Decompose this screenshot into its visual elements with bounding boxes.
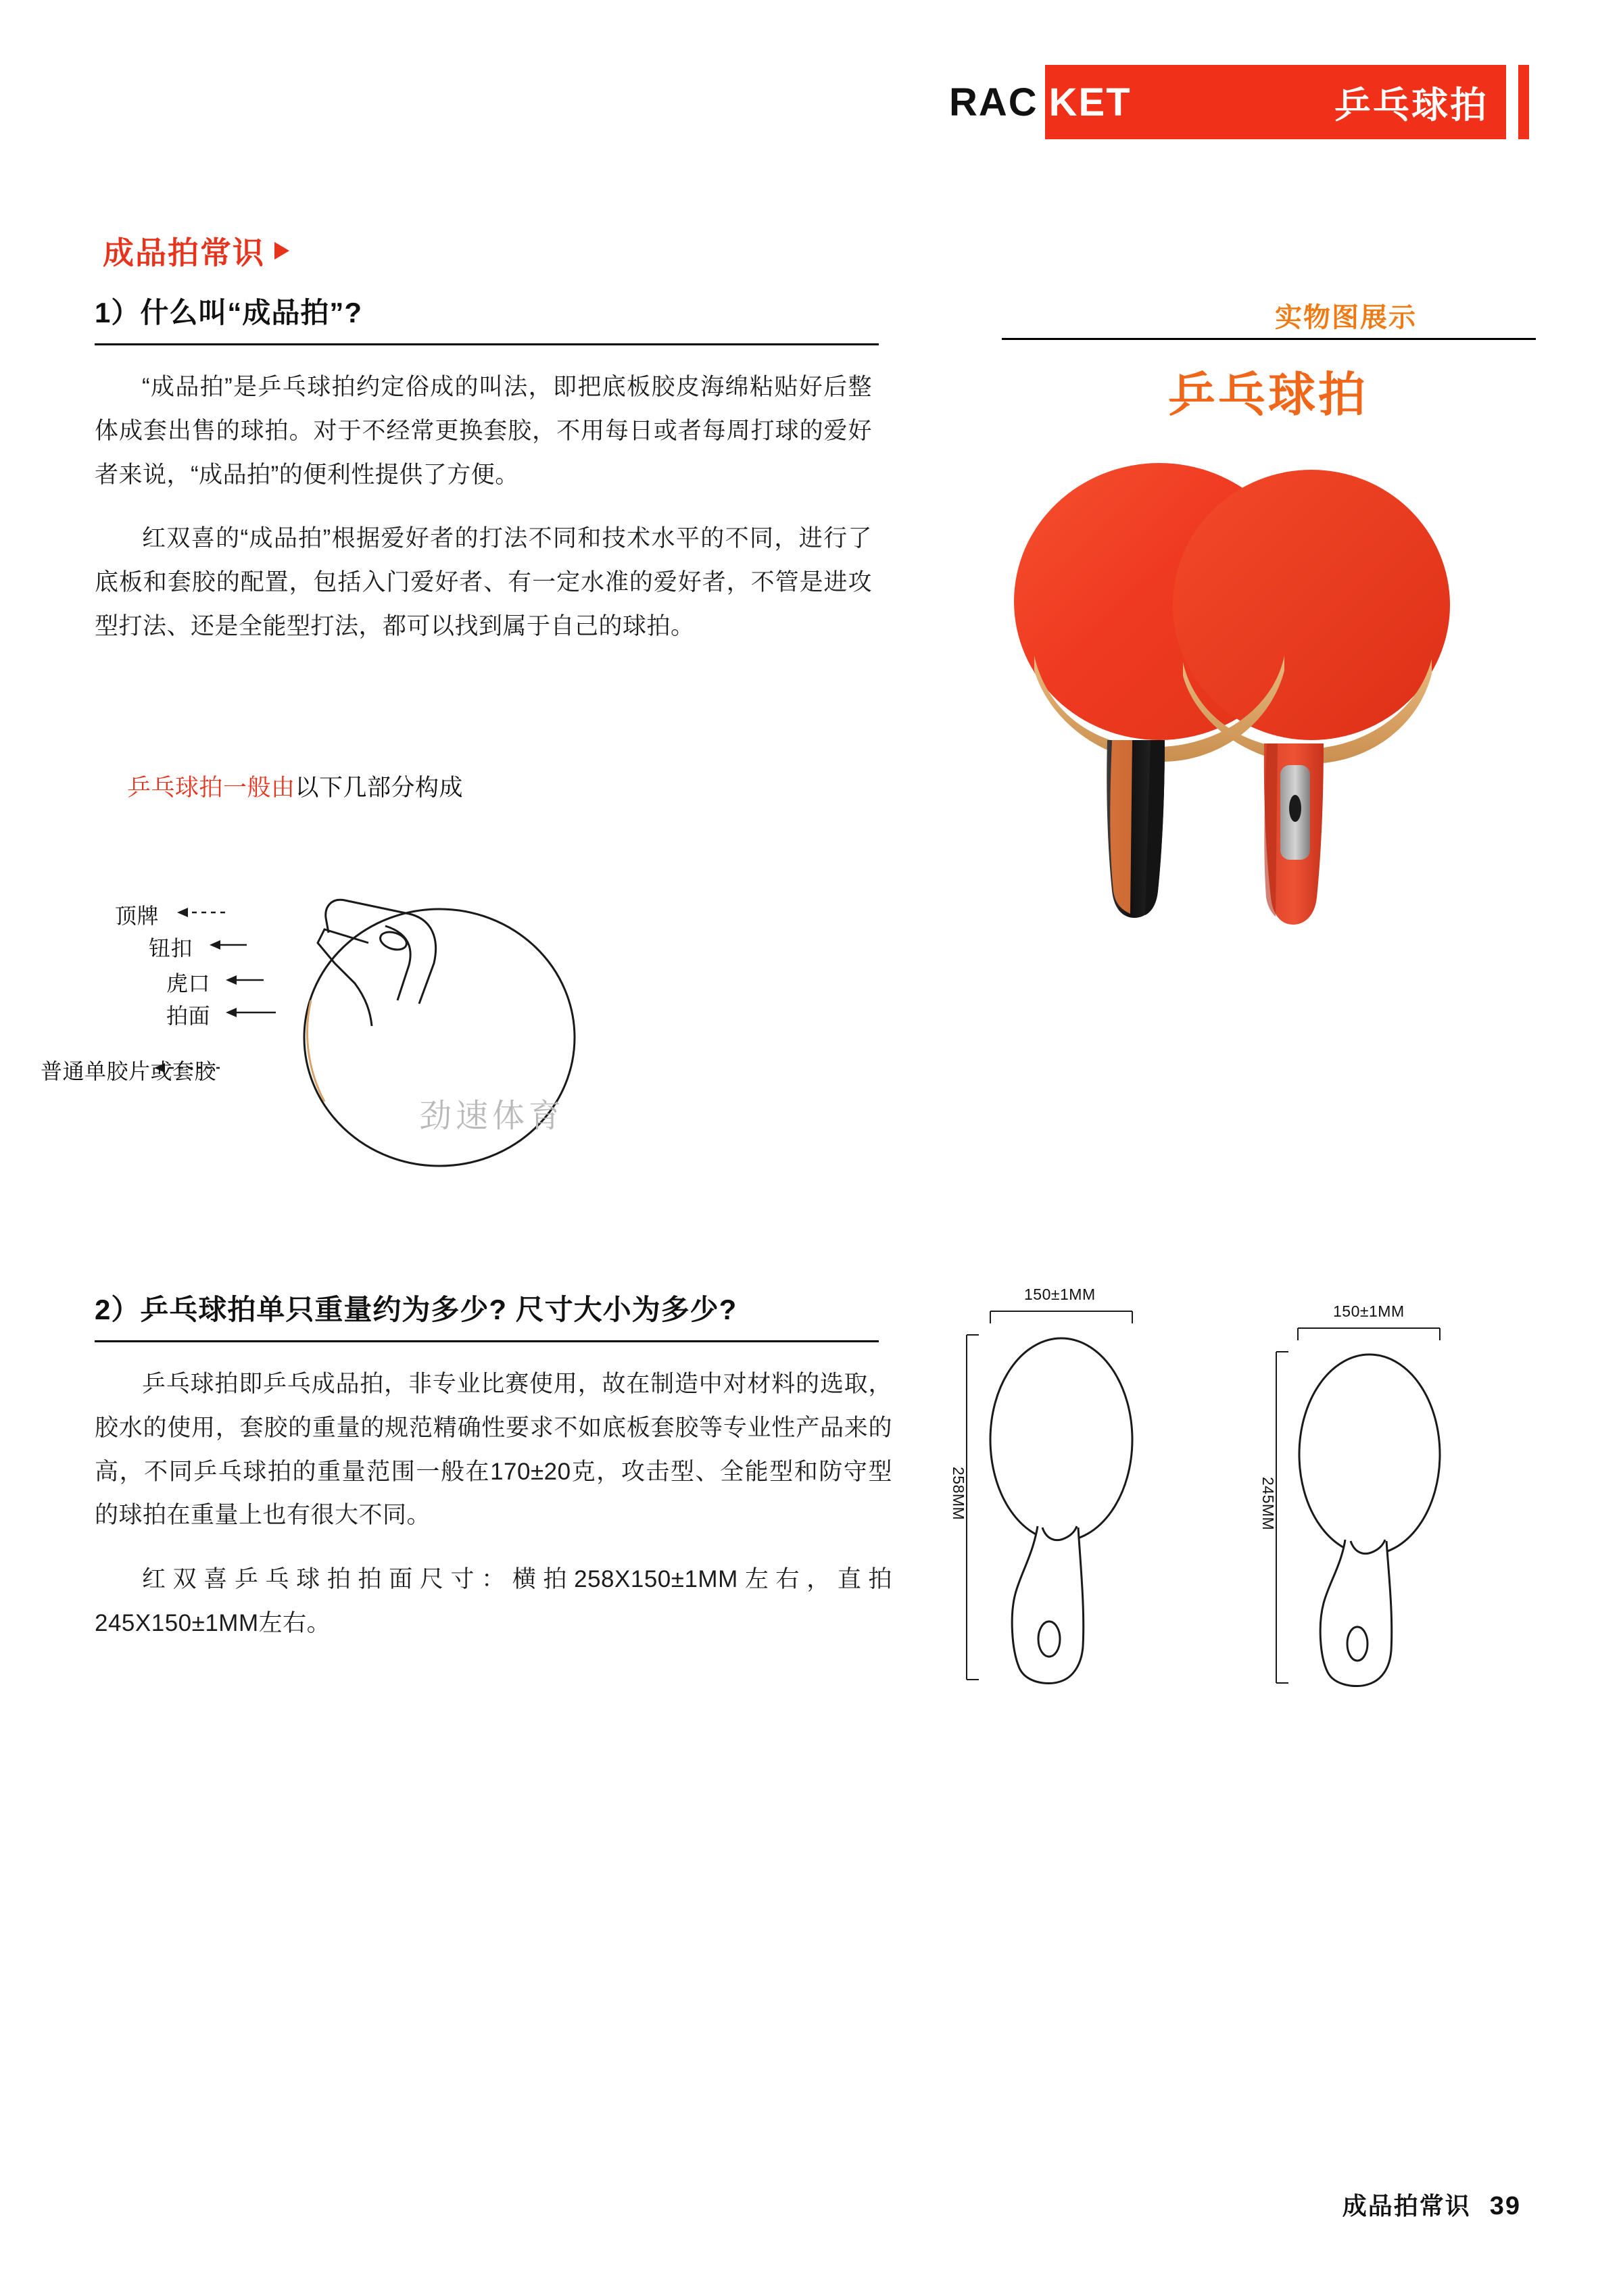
dim-left-width-label: 150±1MM xyxy=(1024,1286,1096,1303)
racket-parts-note-black: 以下几部分构成 xyxy=(295,775,464,801)
diagram-label-blade-face: 拍面 xyxy=(166,1004,211,1028)
showcase-label: 实物图展示 xyxy=(1275,303,1417,333)
header-brand-ket: KET xyxy=(1045,65,1148,139)
dim-right-height-label: 245MM xyxy=(1259,1477,1277,1531)
question-1-block xyxy=(95,291,872,649)
racket-photo xyxy=(994,433,1548,1027)
watermark-text: 劲速体育 xyxy=(419,1098,566,1134)
section-title-text: 成品拍常识 xyxy=(103,235,265,270)
dim-left-height-label: 258MM xyxy=(950,1467,967,1521)
showcase-divider xyxy=(1002,338,1536,340)
header-brand-rac: RAC xyxy=(940,65,1045,139)
header-brand-cn: 乒乓球拍 xyxy=(1148,65,1506,139)
triangle-right-icon xyxy=(274,242,289,260)
question-1-paragraph-2: 红双喜的“成品拍”根据爱好者的打法不同和技术水平的不同，进行了底板和套胶的配置，包括入门爱好者、有一定水准的爱好者，不管是进攻型打法、还是全能型打法，都可以找到属于自己的球拍。 xyxy=(95,525,872,639)
dim-right-width-label: 150±1MM xyxy=(1333,1302,1405,1320)
diagram-label-top-badge: 顶牌 xyxy=(115,904,160,928)
dimension-drawings-svg xyxy=(940,1271,1548,1784)
racket-parts-diagram xyxy=(41,838,913,1176)
page-header-banner xyxy=(940,65,1529,139)
page-number: 39 xyxy=(1489,2192,1521,2220)
diagram-label-button: 钮扣 xyxy=(149,936,193,960)
question-2-paragraph-2: 红双喜乒乓球拍拍面尺寸：横拍258X150±1MM左右，直拍245X150±1MM左右。 xyxy=(95,1566,892,1636)
header-white-gap xyxy=(1506,65,1518,139)
racket-parts-note xyxy=(127,769,463,803)
racket-parts-note-red: 乒乓球拍一般由 xyxy=(127,775,295,801)
question-1-divider xyxy=(95,343,879,345)
question-2-paragraph-1: 乒乓球拍即乒乓成品拍，非专业比赛使用，故在制造中对材料的选取，胶水的使用，套胶的重量的规范精确性要求不如底板套胶等专业性产品来的高，不同乒乓球拍的重量范围一般在170±20克，攻击型、全能型和防守型的球拍在重量上也有很大不同。 xyxy=(95,1371,892,1529)
question-2-block xyxy=(95,1288,892,1646)
page-footer xyxy=(1342,2187,1521,2222)
diagram-label-tiger-mouth: 虎口 xyxy=(166,971,211,996)
showcase-title: 乒乓球拍 xyxy=(1168,368,1368,421)
footer-section-name: 成品拍常识 xyxy=(1342,2192,1471,2220)
racket-photo-svg xyxy=(994,433,1548,1027)
question-2-heading: 2）乒乓球拍单只重量约为多少? 尺寸大小为多少? xyxy=(95,1294,737,1325)
question-1-paragraph-1: “成品拍”是乒乓球拍约定俗成的叫法，即把底板胶皮海绵粘贴好后整体成套出售的球拍。对于不经常更换套胶，不用每日或者每周打球的爱好者来说，“成品拍”的便利性提供了方便。 xyxy=(95,374,872,488)
diagram-label-rubber: 普通单胶片或套胶 xyxy=(41,1059,217,1083)
question-2-divider xyxy=(95,1340,879,1342)
dimension-drawings xyxy=(940,1271,1548,1784)
section-title xyxy=(103,228,289,273)
question-1-heading: 1）什么叫“成品拍”? xyxy=(95,297,363,328)
header-red-tail xyxy=(1518,65,1529,139)
